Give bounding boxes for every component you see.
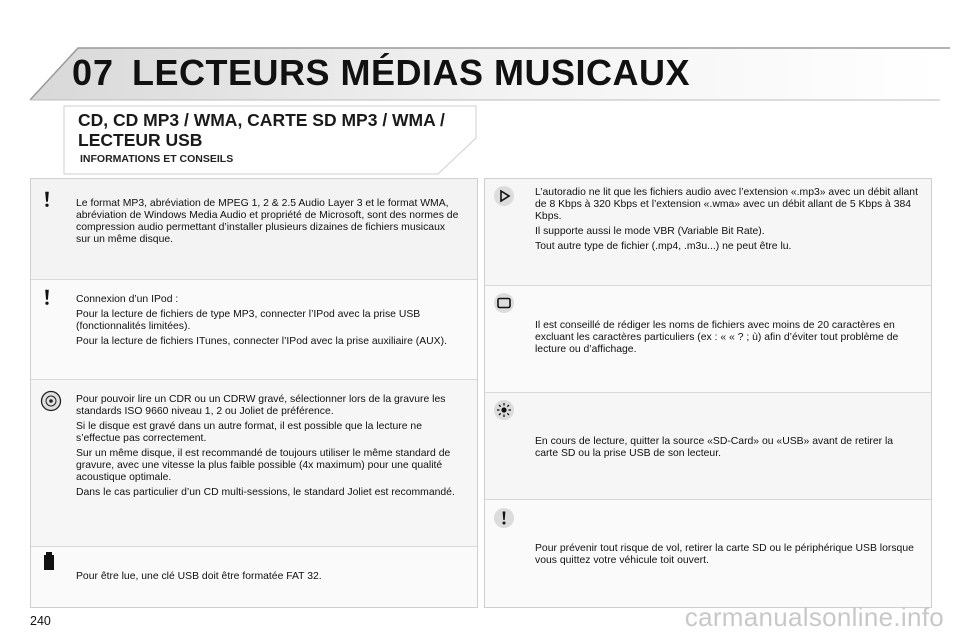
paragraph: Pour prévenir tout risque de vol, retirer la carte SD ou le périphérique USB lorsque vous quittez votre véhicule toit ouvert. <box>535 543 914 566</box>
chapter-title: LECTEURS MÉDIAS MUSICAUX <box>132 52 691 93</box>
paragraph: Pour la lecture de fichiers ITunes, connecter l’IPod avec la prise auxiliaire (AUX). <box>76 336 447 347</box>
play-icon <box>494 186 514 206</box>
exclamation-icon <box>38 288 56 306</box>
watermark: carmanualsonline.info <box>684 602 944 632</box>
paragraph: Dans le cas particulier d’un CD multi-sessions, le standard Joliet est recommandé. <box>76 487 455 498</box>
page-number: 240 <box>30 614 51 628</box>
paragraph: Tout autre type de fichier (.mp4, .m3u...) ne peut être lu. <box>535 241 792 252</box>
paragraph: Il supporte aussi le mode VBR (Variable Bit Rate). <box>535 226 765 237</box>
paragraph: Pour être lue, une clé USB doit être formatée FAT 32. <box>76 571 322 582</box>
paragraph: Le format MP3, abréviation de MPEG 1, 2 & 2.5 Audio Layer 3 et le format WMA, abréviation de Windows Media Audio et propriété de Microsoft, sont des normes de compression audio permettant d’installer plusieurs dizaines de fichiers musicaux sur un même disque. <box>76 198 459 245</box>
info-block <box>535 543 919 570</box>
info-block <box>535 187 919 256</box>
paragraph: En cours de lecture, quitter la source «SD-Card» ou «USB» avant de retirer la carte SD ou la prise USB de son lecteur. <box>535 436 894 459</box>
paragraph: Pour la lecture de fichiers de type MP3, connecter l’IPod avec la prise USB (fonctionnalités limitées). <box>76 309 421 332</box>
paragraph: Sur un même disque, il est recommandé de toujours utiliser le même standard de gravure, avec une vitesse la plus faible possible (4x maximum) pour une qualité acoustique optimale. <box>76 448 451 483</box>
info-block <box>535 320 919 359</box>
exclamation-icon <box>494 508 514 528</box>
info-block <box>76 571 462 586</box>
info-block <box>535 436 919 463</box>
usb-stick-icon <box>40 553 58 571</box>
sun-icon <box>494 400 514 420</box>
info-block <box>76 198 462 249</box>
paragraph: L’autoradio ne lit que les fichiers audio avec l’extension «.mp3» avec un débit allant de 8 Kbps à 320 Kbps et l’extension «.wma» avec un débit allant de 5 Kbps à 384 Kbps. <box>535 187 918 222</box>
paragraph: Si le disque est gravé dans un autre format, il est possible que la lecture ne s’effectue pas correctement. <box>76 421 422 444</box>
paragraph: Connexion d’un IPod : <box>76 294 179 305</box>
paragraph: Il est conseillé de rédiger les noms de fichiers avec moins de 20 caractères en excluant les caractères particuliers (ex : « « ? ; ù) afin d’éviter tout problème de lecture ou d’affichage. <box>535 320 899 355</box>
disc-icon <box>40 390 62 412</box>
section-title: CD, CD MP3 / WMA, CARTE SD MP3 / WMA / LECTEUR USB <box>78 110 445 150</box>
exclamation-icon <box>38 190 56 208</box>
section-subtitle: INFORMATIONS ET CONSEILS <box>80 153 234 165</box>
info-block <box>76 294 462 351</box>
chapter-number: 07 <box>72 52 115 93</box>
paragraph: Pour pouvoir lire un CDR ou un CDRW gravé, sélectionner lors de la gravure les standards ISO 9660 niveau 1, 2 ou Joliet de préférence. <box>76 394 446 417</box>
info-block <box>76 394 464 502</box>
rectangle-icon <box>494 293 514 313</box>
